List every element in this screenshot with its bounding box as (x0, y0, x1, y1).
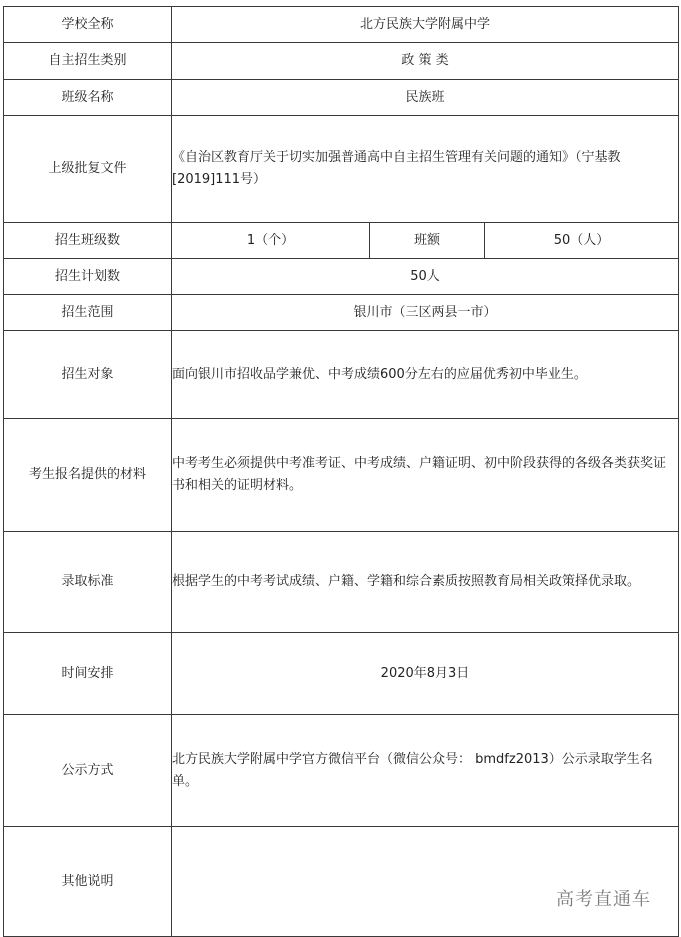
row-category (4, 43, 679, 80)
class-name-value: 民族班 (172, 80, 679, 116)
plan-count-value: 50人 (172, 259, 679, 295)
row-plan-count (4, 259, 679, 295)
materials-value: 中考考生必须提供中考准考证、中考成绩、户籍证明、初中阶段获得的各级各类获奖证书和相关的证明材料。 (172, 419, 679, 532)
other-label: 其他说明 (4, 827, 172, 937)
other-value (172, 827, 679, 937)
admission-info-table (3, 6, 679, 937)
row-target (4, 331, 679, 419)
approval-doc-value: 《自治区教育厅关于切实加强普通高中自主招生管理有关问题的通知》（宁基教[2019]111号） (172, 116, 679, 223)
school-name-label: 学校全称 (4, 7, 172, 43)
row-schedule (4, 633, 679, 715)
row-criteria (4, 532, 679, 633)
class-count-value: 1（个） (172, 223, 370, 259)
category-value: 政 策 类 (172, 43, 679, 80)
class-name-label: 班级名称 (4, 80, 172, 116)
target-label: 招生对象 (4, 331, 172, 419)
row-materials (4, 419, 679, 532)
row-scope (4, 295, 679, 331)
criteria-label: 录取标准 (4, 532, 172, 633)
row-other (4, 827, 679, 937)
criteria-value: 根据学生的中考考试成绩、户籍、学籍和综合素质按照教育局相关政策择优录取。 (172, 532, 679, 633)
row-approval-doc (4, 116, 679, 223)
watermark: 高考直通车 (556, 889, 651, 910)
class-size-value: 50（人） (485, 223, 679, 259)
row-class-count (4, 223, 679, 259)
schedule-label: 时间安排 (4, 633, 172, 715)
scope-value: 银川市（三区两县一市） (172, 295, 679, 331)
plan-count-label: 招生计划数 (4, 259, 172, 295)
announce-label: 公示方式 (4, 715, 172, 827)
materials-label: 考生报名提供的材料 (4, 419, 172, 532)
row-school-name (4, 7, 679, 43)
category-label: 自主招生类别 (4, 43, 172, 80)
target-value: 面向银川市招收品学兼优、中考成绩600分左右的应届优秀初中毕业生。 (172, 331, 679, 419)
school-name-value: 北方民族大学附属中学 (172, 7, 679, 43)
class-size-label: 班额 (370, 223, 485, 259)
class-count-label: 招生班级数 (4, 223, 172, 259)
approval-doc-label: 上级批复文件 (4, 116, 172, 223)
row-class-name (4, 80, 679, 116)
schedule-value: 2020年8月3日 (172, 633, 679, 715)
row-announce (4, 715, 679, 827)
scope-label: 招生范围 (4, 295, 172, 331)
announce-value: 北方民族大学附属中学官方微信平台（微信公众号： bmdfz2013）公示录取学生名单。 (172, 715, 679, 827)
